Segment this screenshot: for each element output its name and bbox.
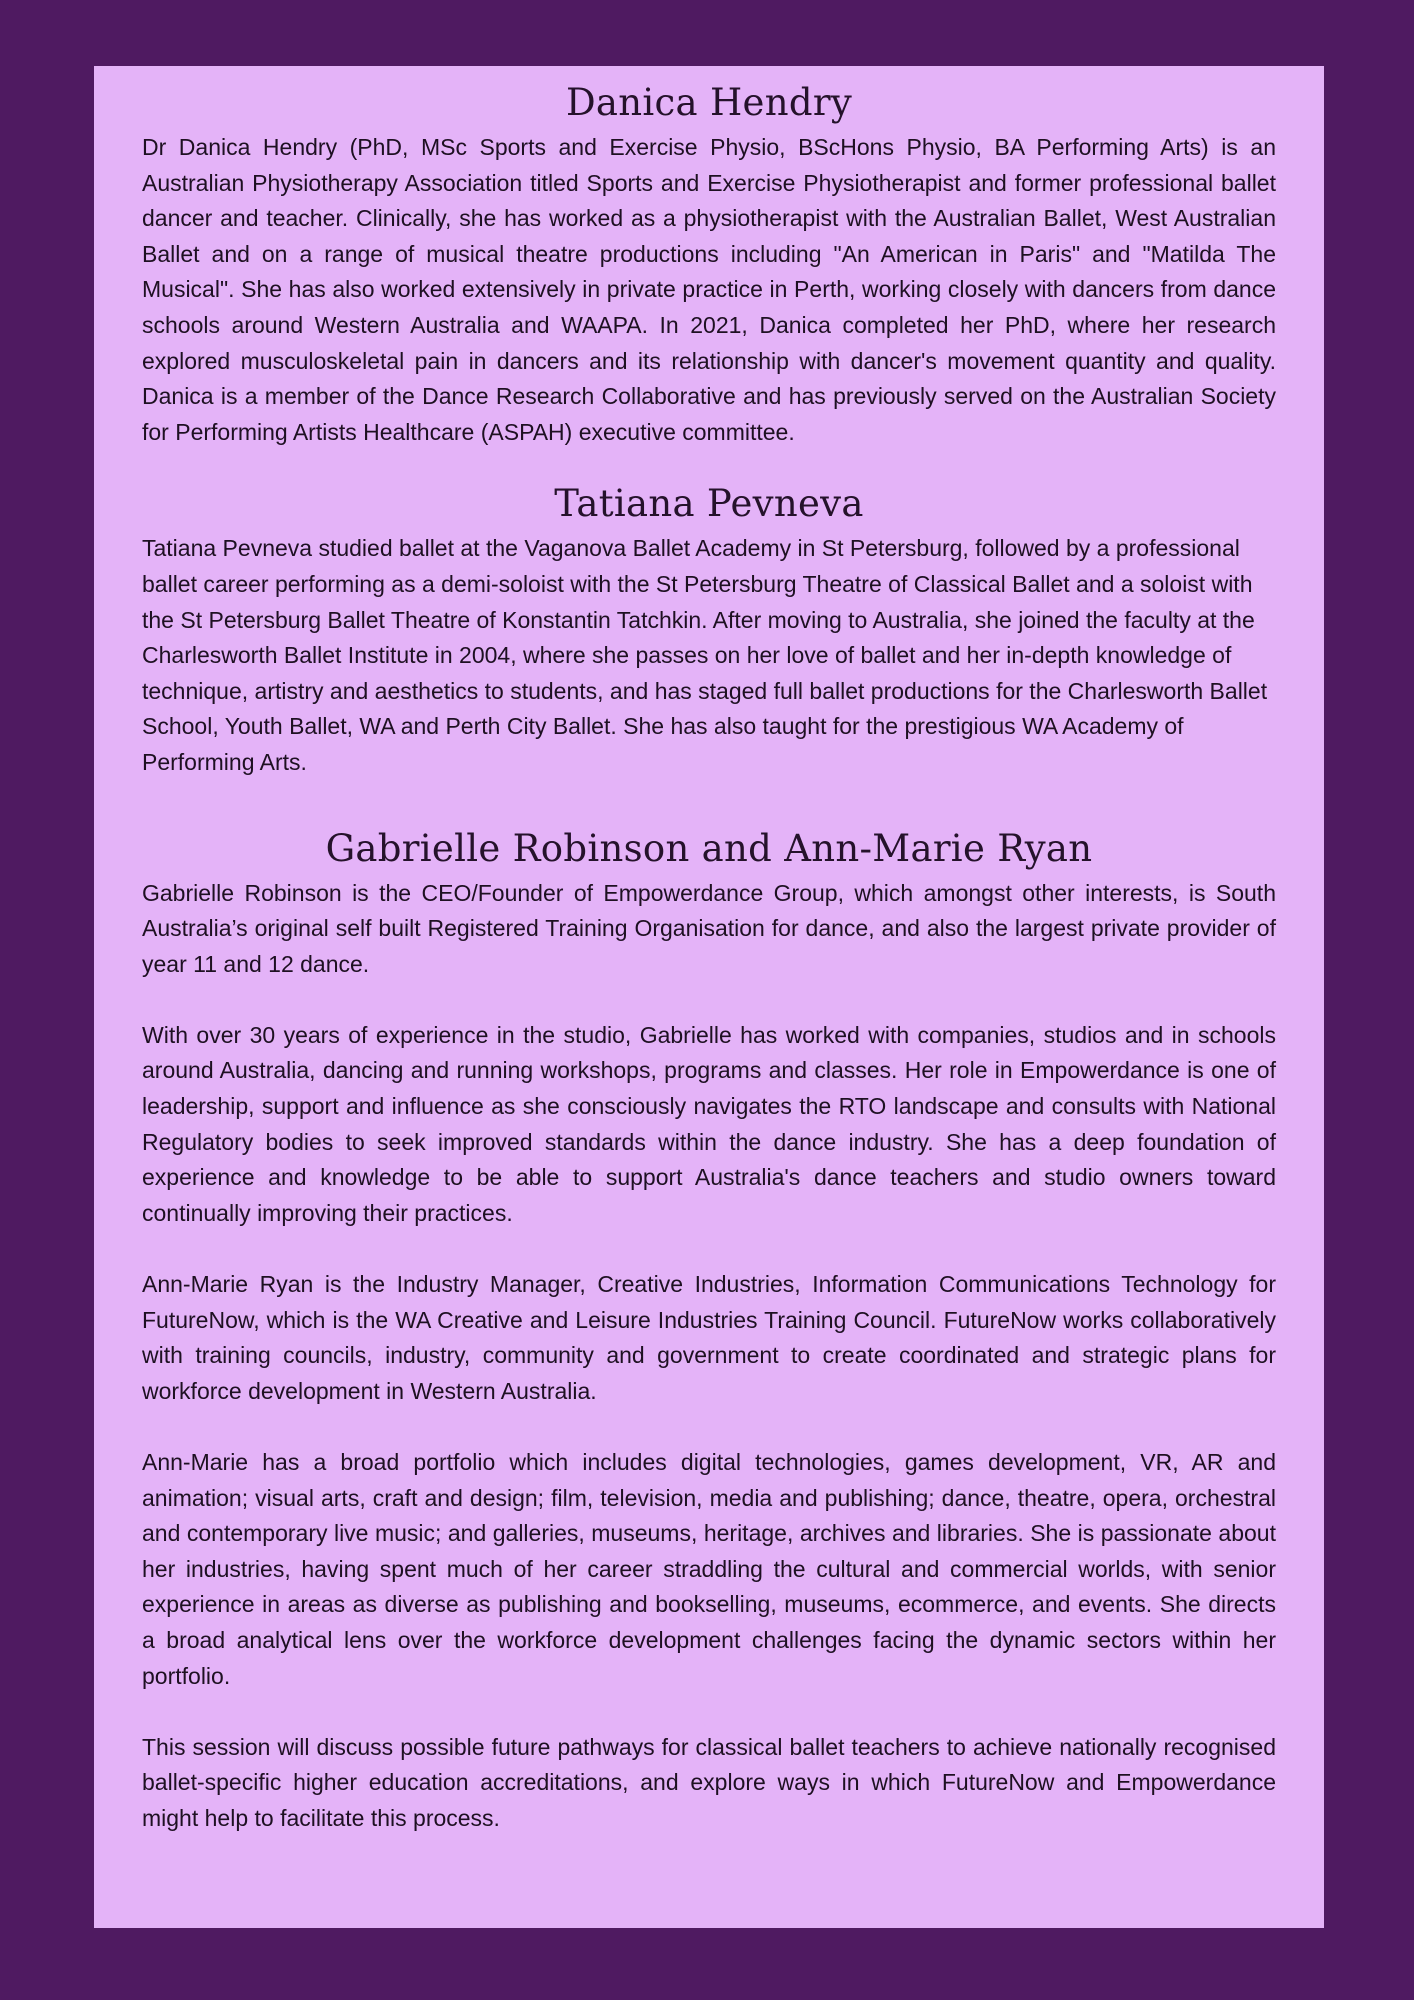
section-robinson-ryan — [142, 826, 1276, 1837]
speaker-bio: Ann-Marie has a broad portfolio which includes digital technologies, games development, VR, AR and animation; visual arts, craft and design; film, television, media and publishing; dance, theatre, opera, orchestral and contemporary live music; and galleries, museums, heritage, archives and libraries. She is passionate about her industries, having spent much of her career straddling the cultural and commercial worlds, with senior experience in areas as diverse as publishing and bookselling, museums, ecommerce, and events. She directs a broad analytical lens over the workforce development challenges facing the dynamic sectors within her portfolio. — [142, 1449, 1276, 1689]
section-danica-hendry — [142, 80, 1276, 450]
speaker-name: Gabrielle Robinson and Ann-Marie Ryan — [325, 826, 1093, 870]
speaker-bio: Gabrielle Robinson is the CEO/Founder of Empowerdance Group, which amongst other interests, is South Australia’s original self built Registered Training Organisation for dance, and also the largest private provider of year 11 and 12 dance. — [142, 879, 1276, 977]
speaker-bio: Tatiana Pevneva studied ballet at the Vaganova Ballet Academy in St Petersburg, followed by a professional ballet career performing as a demi-soloist with the St Petersburg Theatre of Classical Ballet and a soloist with the St Petersburg Ballet Theatre of Konstantin Tatchkin. After moving to Australia, she joined the faculty at the Charlesworth Ballet Institute in 2004, where she passes on her love of ballet and her in-depth knowledge of technique, artistry and aesthetics to students, and has staged full ballet productions for the Charlesworth Ballet School, Youth Ballet, WA and Perth City Ballet. She has also taught for the prestigious WA Academy of Performing Arts. — [142, 535, 1268, 775]
speaker-name: Danica Hendry — [565, 81, 853, 124]
speaker-bio: With over 30 years of experience in the studio, Gabrielle has worked with companies, studios and in schools around Australia, dancing and running workshops, programs and classes. Her role in Empowerdance is one of leadership, support and influence as she consciously navigates the RTO landscape and consults with National Regulatory bodies to seek improved standards within the dance industry. She has a deep foundation of experience and knowledge to be able to support Australia's dance teachers and studio owners toward continually improving their practices. — [142, 1021, 1276, 1226]
speaker-bio: Dr Danica Hendry (PhD, MSc Sports and Exercise Physio, BScHons Physio, BA Performing Arts) is an Australian Physiotherapy Association titled Sports and Exercise Physiotherapist and former professional ballet dancer and teacher. Clinically, she has worked as a physiotherapist with the Australian Ballet, West Australian Ballet and on a range of musical theatre productions including "An American in Paris" and "Matilda The Musical". She has also worked extensively in private practice in Perth, working closely with dancers from dance schools around Western Australia and WAAPA. In 2021, Danica completed her PhD, where her research explored musculoskeletal pain in dancers and its relationship with dancer's movement quantity and quality. Danica is a member of the Dance Research Collaborative and has previously served on the Australian Society for Performing Artists Healthcare (ASPAH) executive committee. — [142, 134, 1276, 445]
speaker-bio: Ann-Marie Ryan is the Industry Manager, Creative Industries, Information Communications Technology for FutureNow, which is the WA Creative and Leisure Industries Training Council. FutureNow works collaboratively with training councils, industry, community and government to create coordinated and strategic plans for workforce development in Western Australia. — [142, 1271, 1276, 1404]
document-page — [94, 66, 1324, 1928]
speaker-name: Tatiana Pevneva — [554, 482, 864, 526]
session-description: This session will discuss possible future pathways for classical ballet teachers to achieve nationally recognised ballet-specific higher education accreditations, and explore ways in which FutureNow and Empowerdance might help to facilitate this process. — [142, 1733, 1276, 1831]
section-tatiana-pevneva — [142, 481, 1276, 780]
